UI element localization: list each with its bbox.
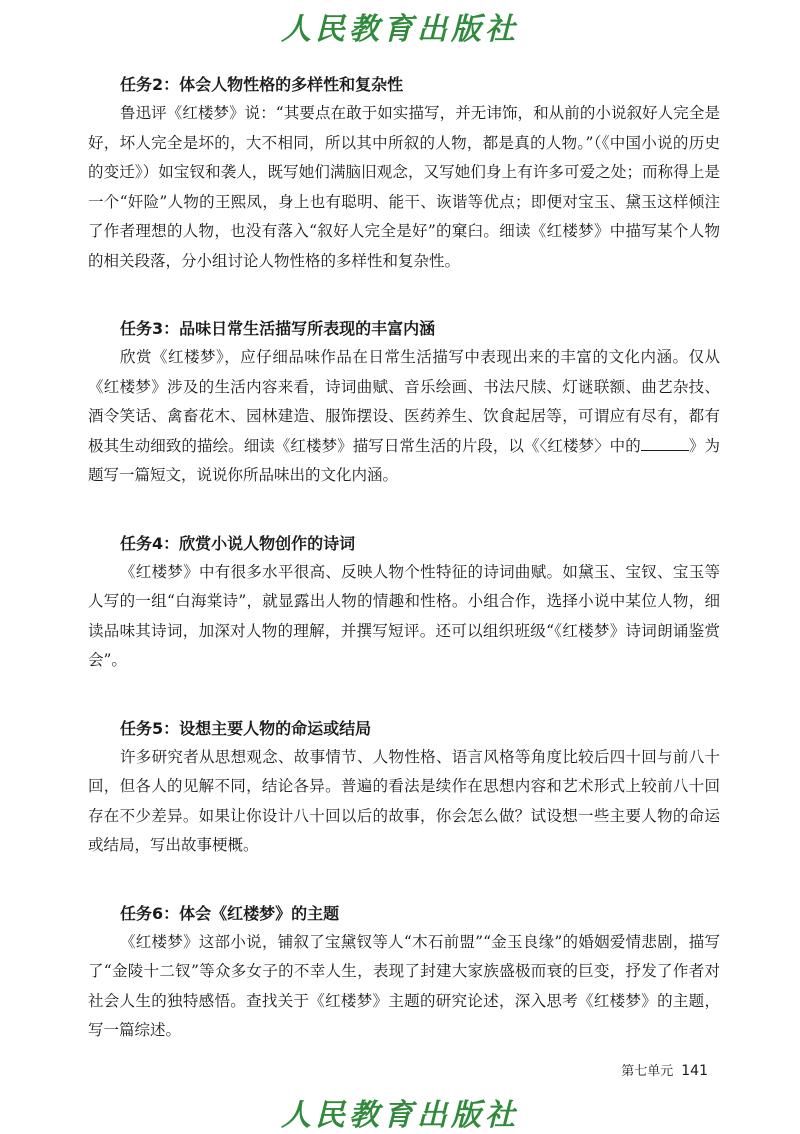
task-body: 许多研究者从思想观念、故事情节、人物性格、语言风格等角度比较后四十回与前八十回，但各人的见解不同，结论各异。普遍的看法是续作在思想内容和艺术形式上较前八十回存在不少差异。如果让你设计八十回以后的故事，你会怎么做？试设想一些主要人物的命运或结局，写出故事梗概。 [88,747,720,854]
publisher-logo-bottom: 人民教育出版社 [281,1098,519,1133]
page-number: 141 [681,1063,708,1079]
task-5 [88,714,720,861]
task-title: 任务4：欣赏小说人物创作的诗词 [120,533,356,553]
task-title: 任务2：体会人物性格的多样性和复杂性 [120,75,404,94]
fill-in-blank [641,432,689,451]
unit-label: 第七单元 [621,1064,674,1079]
task-title: 任务5：设想主要人物的命运或结局 [120,718,372,738]
task-6 [88,899,720,1046]
task-3 [88,314,720,491]
task-body: 《红楼梦》中有很多水平很高、反映人物个性特征的诗词曲赋。如黛玉、宝钗、宝玉等人写的一组“白海棠诗”，就显露出人物的情趣和性格。小组合作，选择小说中某位人物，细读品味其诗词，加深对人物的理解，并撰写短评。还可以组织班级“《红楼梦》诗词朗诵鉴赏会”。 [88,562,720,669]
publisher-logo-top: 人民教育出版社 [281,12,519,47]
task-body: 鲁迅评《红楼梦》说：“其要点在敢于如实描写，并无讳饰，和从前的小说叙好人完全是好，坏人完全是坏的，大不相同，所以其中所叙的人物，都是真的人物。”（《中国小说的历史的变迁》）如宝钗和袭人，既写她们满脑旧观念，又写她们身上有许多可爱之处；而称得上是一个“奸险”人物的王熙凤，身上也有聪明、能干、诙谐等优点；即便对宝玉、黛玉这样倾注了作者理想的人物，也没有落入“叙好人完全是好”的窠臼。细读《红楼梦》中描写某个人物的相关段落，分小组讨论人物性格的多样性和复杂性。 [88,104,720,270]
task-title: 任务3：品味日常生活描写所表现的丰富内涵 [120,319,436,338]
task-4 [88,529,720,676]
page-footer [621,1060,708,1079]
page-content [88,70,720,1084]
task-2 [88,70,720,276]
task-body-with-blank [88,343,720,491]
task-body: 《红楼梦》这部小说，铺叙了宝黛钗等人“木石前盟”“金玉良缘”的婚姻爱情悲剧，描写了“金陵十二钗”等众多女子的不幸人生，表现了封建大家族盛极而衰的巨变，抒发了作者对社会人生的独特感悟。查找关于《红楼梦》主题的研究论述，深入思考《红楼梦》的主题，写一篇综述。 [88,932,720,1039]
task-body-text: 欣赏《红楼梦》，应仔细品味作品在日常生活描写中表现出来的丰富的文化内涵。仅从《红楼梦》涉及的生活内容来看，诗词曲赋、音乐绘画、书法尺牍、灯谜联额、曲艺杂技、酒令笑话、禽畜花木、园林建造、服饰摆设、医药养生、饮食起居等，可谓应有尽有，都有极其生动细致的描绘。细读《红楼梦》描写日常生活的片段，以《〈红楼梦〉中的 [88,348,720,455]
task-title: 任务6：体会《红楼梦》的主题 [120,903,340,923]
task-body-tail: 》为题写一篇短文，说说你所品味出的文化内涵。 [88,436,720,484]
